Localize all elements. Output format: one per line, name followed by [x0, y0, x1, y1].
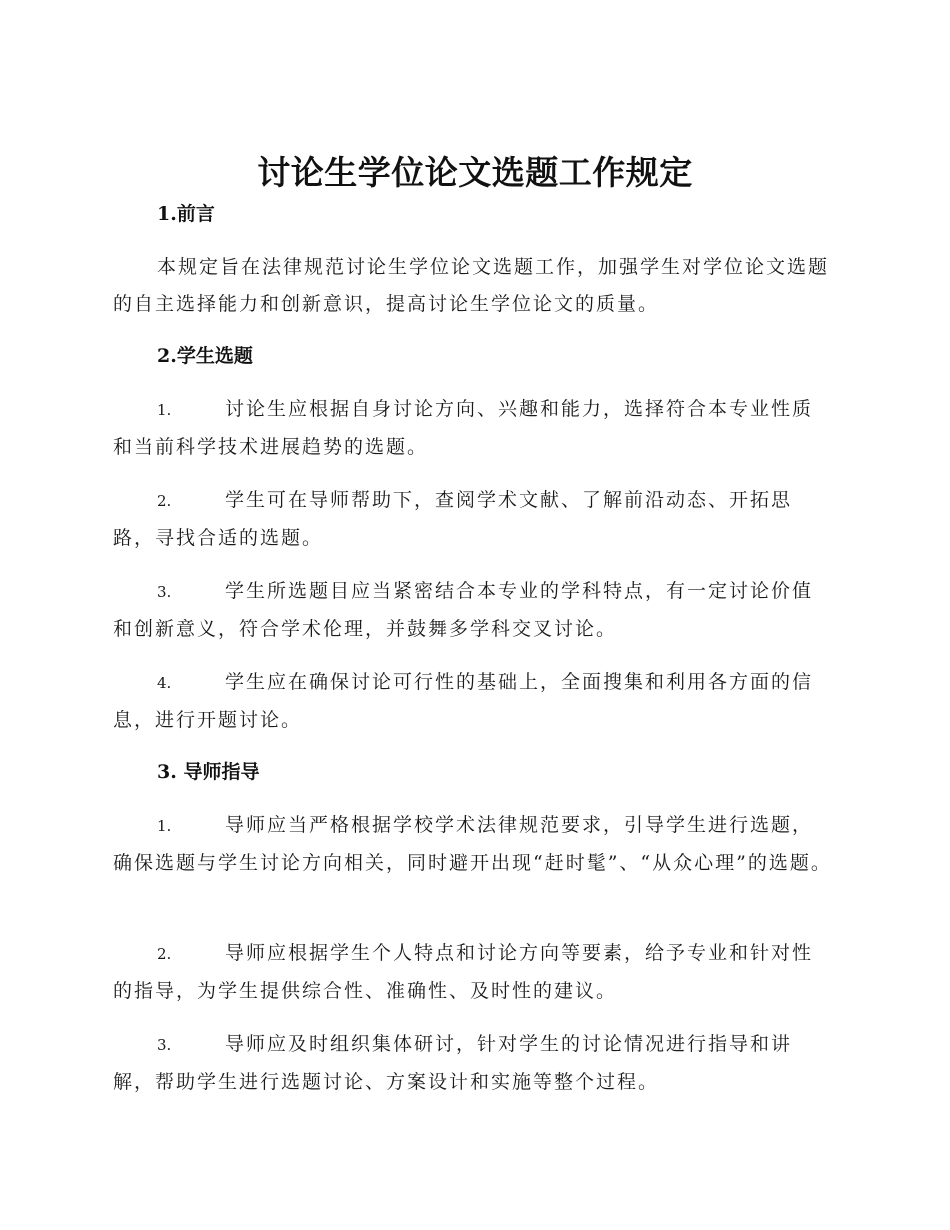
section-heading-advisor-guidance: 3. 导师指导 — [157, 761, 260, 783]
list-item-number: 1. — [157, 401, 172, 419]
list-item-text: 学生可在导师帮助下，查阅学术文献、了解前沿动态、开拓思路，寻找合适的选题。 — [113, 489, 793, 549]
section-heading-student-topic: 2.学生选题 — [157, 345, 253, 367]
list-item-number: 3. — [157, 1036, 172, 1054]
list-item-number: 2. — [157, 492, 172, 510]
list-item-text: 导师应及时组织集体研讨，针对学生的讨论情况进行指导和讲解，帮助学生进行选题讨论、方案设计和实施等整个过程。 — [113, 1033, 793, 1093]
list-item — [113, 1026, 833, 1101]
list-item-text: 讨论生应根据自身讨论方向、兴趣和能力，选择符合本专业性质和当前科学技术进展趋势的选题。 — [113, 398, 814, 458]
list-item — [113, 391, 833, 466]
list-item-text: 学生所选题目应当紧密结合本专业的学科特点，有一定讨论价值和创新意义，符合学术伦理，并鼓舞多学科交叉讨论。 — [113, 580, 814, 640]
preface-paragraph: 本规定旨在法律规范讨论生学位论文选题工作，加强学生对学位论文选题的自主选择能力和创新意识，提高讨论生学位论文的质量。 — [113, 256, 830, 315]
list-item-text: 导师应根据学生个人特点和讨论方向等要素，给予专业和针对性的指导，为学生提供综合性、准确性、及时性的建议。 — [113, 942, 814, 1002]
list-item — [113, 573, 833, 648]
list-item — [113, 807, 833, 882]
list-item-number: 1. — [157, 817, 172, 835]
section-heading-preface: 1.前言 — [157, 203, 215, 225]
list-item — [113, 664, 833, 739]
list-item — [113, 482, 833, 557]
list-item-number: 2. — [157, 945, 172, 963]
list-item-number: 3. — [157, 583, 172, 601]
document-title: 讨论生学位论文选题工作规定 — [257, 153, 693, 192]
list-item — [113, 935, 833, 1010]
list-item-number: 4. — [157, 674, 172, 692]
list-item-text: 学生应在确保讨论可行性的基础上，全面搜集和利用各方面的信息，进行开题讨论。 — [113, 671, 814, 731]
list-item-text: 导师应当严格根据学校学术法律规范要求，引导学生进行选题，确保选题与学生讨论方向相关，同时避开出现“赶时髦”、“从众心理”的选题。 — [113, 814, 832, 874]
